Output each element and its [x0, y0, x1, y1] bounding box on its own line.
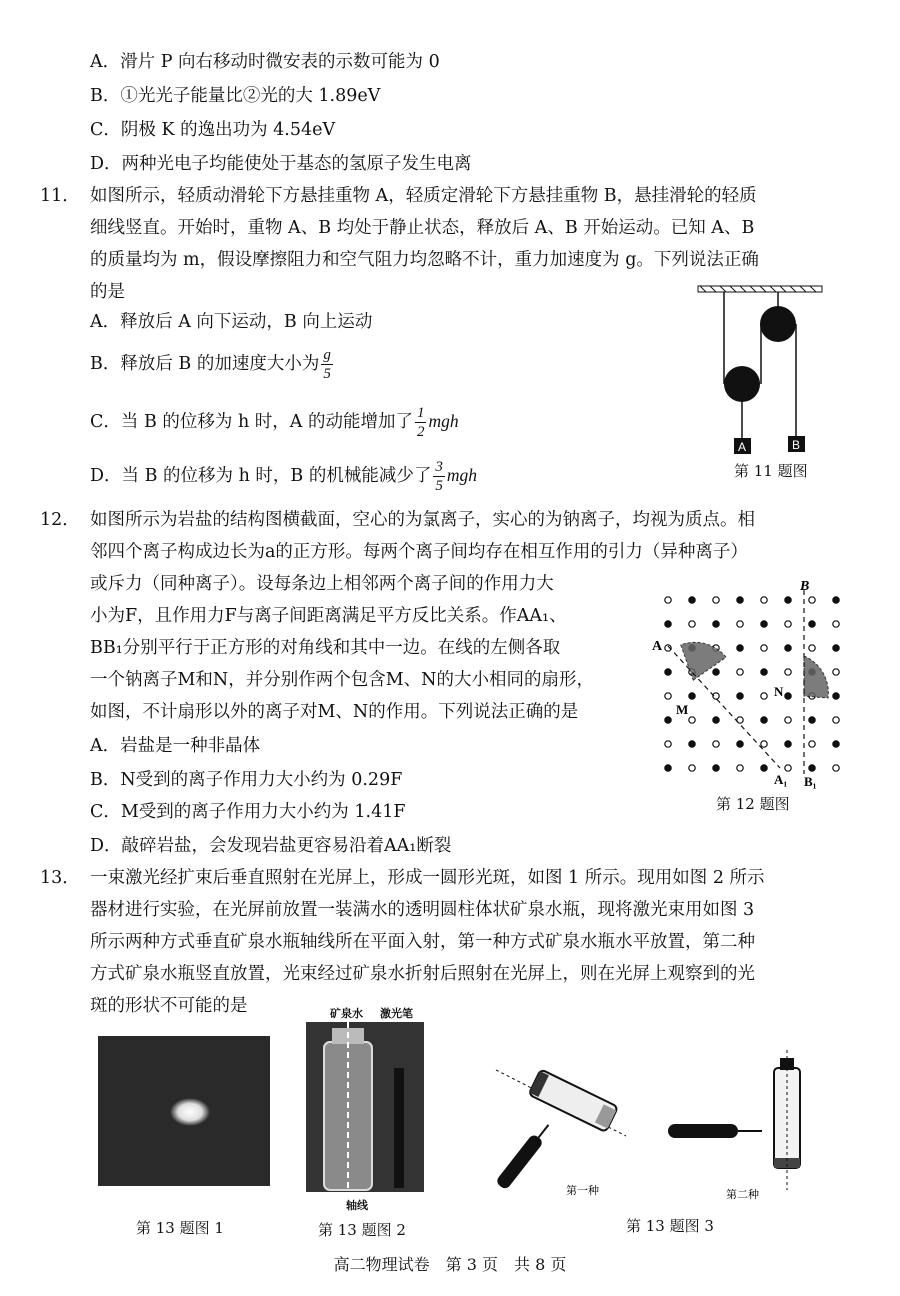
sodium-ion [761, 765, 767, 771]
q11-stem-line1: 如图所示，轻质动滑轮下方悬挂重物 A，轻质定滑轮下方悬挂重物 B，悬挂滑轮的轻质 [90, 186, 757, 206]
q11-stem-line2: 细线竖直。开始时，重物 A、B 均处于静止状态，释放后 A、B 开始运动。已知 A、B [90, 218, 755, 238]
pulley-figure [690, 282, 830, 462]
sodium-ion [665, 765, 671, 771]
chloride-ion [785, 717, 791, 723]
laser-pen-second [668, 1124, 738, 1138]
chloride-ion [833, 669, 839, 675]
fig2-caption: 第 13 题图 2 [318, 1221, 406, 1239]
chloride-ion [737, 621, 743, 627]
q11-option-a: A．释放后 A 向下运动，B 向上运动 [90, 312, 373, 332]
sodium-ion [833, 645, 839, 651]
q13-stem-line1: 一束激光经扩束后垂直照射在光屏上，形成一圆形光斑，如图 1 所示。现用如图 2 所示 [90, 868, 765, 888]
fraction: $\frac{1}{2}$ [416, 405, 425, 440]
label-n: N [774, 684, 784, 699]
q12-stem-line1: 如图所示为岩盐的结构图横截面，空心的为氯离子，实心的为钠离子，均视为质点。相 [90, 510, 755, 530]
chloride-ion [785, 669, 791, 675]
weight-b-label: B [791, 438, 801, 452]
laser-pen-first [495, 1121, 554, 1191]
sodium-ion [809, 717, 815, 723]
chloride-ion [689, 717, 695, 723]
q11-stem-line4: 的是 [90, 282, 125, 302]
q12-figure-caption: 第 12 题图 [716, 795, 790, 813]
sodium-ion [737, 741, 743, 747]
sodium-ion [689, 693, 695, 699]
q12-stem-line5: BB₁分别平行于正方形的对角线和其中一边。在线的左侧各取 [90, 638, 561, 658]
q13-stem-line3: 所示两种方式垂直矿泉水瓶轴线所在平面入射，第一种方式矿泉水瓶水平放置，第二种 [90, 932, 755, 952]
chloride-ion [761, 741, 767, 747]
sodium-ion [665, 669, 671, 675]
sodium-ion [761, 717, 767, 723]
chloride-ion [713, 597, 719, 603]
chloride-ion [761, 645, 767, 651]
chloride-ion [833, 717, 839, 723]
label-b: B [800, 579, 810, 594]
q11-stem-line3: 的质量均为 m，假设摩擦阻力和空气阻力均忽略不计，重力加速度为 g。下列说法正确 [90, 250, 759, 270]
q10-option-a: A．滑片 P 向右移动时微安表的示数可能为 0 [90, 52, 440, 72]
chloride-ion [689, 621, 695, 627]
chloride-ion [809, 645, 815, 651]
two-methods-figure [486, 1050, 806, 1200]
laser-pen [394, 1068, 404, 1188]
sodium-ion [785, 741, 791, 747]
sodium-ion [737, 693, 743, 699]
chloride-ion [785, 621, 791, 627]
chloride-ion [833, 621, 839, 627]
fig1-caption: 第 13 题图 1 [136, 1219, 224, 1237]
sodium-ion [785, 645, 791, 651]
sodium-ion [809, 621, 815, 627]
label-method-1: 第一种 [566, 1184, 599, 1197]
q13-stem-line5: 斑的形状不可能的是 [90, 996, 248, 1016]
fig3-caption: 第 13 题图 3 [626, 1217, 714, 1235]
q11-option-d: D．当 B 的位移为 h 时，B 的机械能减少了 $\frac{3}{5}$ mgh [90, 459, 477, 494]
q10-option-d: D．两种光电子均能使处于基态的氢原子发生电离 [90, 154, 472, 174]
sodium-ion [713, 717, 719, 723]
sodium-ion [833, 597, 839, 603]
chloride-ion [833, 765, 839, 771]
chloride-ion [737, 765, 743, 771]
q11-figure-caption: 第 11 题图 [734, 462, 808, 480]
chloride-ion [665, 693, 671, 699]
weight-a-label: A [737, 440, 747, 454]
q12-stem-line2: 邻四个离子构成边长为a的正方形。每两个离子间均存在相互作用的引力（异种离子） [90, 542, 748, 562]
sodium-ion [833, 741, 839, 747]
q12-stem-line6: 一个钠离子M和N，并分别作两个包含M、N的大小相同的扇形， [90, 670, 594, 690]
chloride-ion [785, 765, 791, 771]
label-a: A [652, 639, 663, 654]
q10-option-c: C．阴极 K 的逸出功为 4.54eV [90, 120, 336, 140]
label-a1: A₁ [774, 772, 788, 787]
q12-stem-line7: 如图，不计扇形以外的离子对M、N的作用。下列说法正确的是 [90, 702, 579, 722]
sodium-ion [809, 765, 815, 771]
label-method-2: 第二种 [726, 1188, 759, 1200]
sodium-ion [833, 693, 839, 699]
sodium-ion [713, 669, 719, 675]
sodium-ion [689, 597, 695, 603]
light-spot-photo [98, 1036, 270, 1186]
sodium-ion [665, 621, 671, 627]
q11-option-c: C．当 B 的位移为 h 时，A 的动能增加了 $\frac{1}{2}$ mgh [90, 405, 459, 440]
chloride-ion [665, 597, 671, 603]
q11-option-b: B．释放后 B 的加速度大小为 $\frac{g}{5}$ [90, 347, 331, 382]
chloride-ion [809, 741, 815, 747]
q13-stem-line2: 器材进行实验，在光屏前放置一装满水的透明圆柱体状矿泉水瓶，现将激光束用如图 3 [90, 900, 755, 920]
q11-number: 11． [40, 186, 80, 206]
chloride-ion [761, 693, 767, 699]
q13-stem-line4: 方式矿泉水瓶竖直放置，光束经过矿泉水折射后照射在光屏上，则在光屏上观察到的光 [90, 964, 755, 984]
label-mineral-water: 矿泉水 [330, 1008, 363, 1020]
sodium-ion [713, 765, 719, 771]
q12-option-a: A．岩盐是一种非晶体 [90, 736, 261, 756]
chloride-ion [689, 765, 695, 771]
chloride-ion [665, 741, 671, 747]
q12-stem-line3: 或斥力（同种离子）。设每条边上相邻两个离子间的作用力大 [90, 574, 554, 594]
q12-option-b: B．N受到的离子作用力大小约为 0.29F [90, 770, 403, 790]
q10-option-b: B．①光光子能量比②光的大 1.89eV [90, 86, 381, 106]
sodium-ion [713, 621, 719, 627]
label-axis: 轴线 [346, 1200, 368, 1212]
light-spot [170, 1098, 210, 1126]
chloride-ion [809, 597, 815, 603]
chloride-ion [761, 597, 767, 603]
sodium-ion [665, 717, 671, 723]
label-laser-pen: 激光笔 [380, 1008, 413, 1020]
bottle-and-laser-photo [306, 1022, 424, 1192]
q12-stem-line4: 小为F，且作用力F与离子间距离满足平方反比关系。作AA₁、 [90, 606, 567, 626]
sodium-ion [737, 645, 743, 651]
label-b1: B₁ [804, 774, 817, 789]
fraction: $\frac{3}{5}$ [435, 459, 443, 494]
bottle-horizontal [529, 1069, 619, 1132]
q13-number: 13． [40, 868, 80, 888]
sodium-ion [689, 741, 695, 747]
chloride-ion [713, 741, 719, 747]
sodium-ion [761, 669, 767, 675]
page-footer: 高二物理试卷 第 3 页 共 8 页 [333, 1255, 567, 1274]
q12-number: 12． [40, 510, 80, 530]
sodium-ion [761, 621, 767, 627]
sodium-ion [737, 597, 743, 603]
fraction: $\frac{g}{5}$ [323, 347, 331, 382]
chloride-ion [737, 669, 743, 675]
sodium-ion [785, 693, 791, 699]
rock-salt-lattice-figure [648, 578, 858, 790]
sodium-ion [785, 597, 791, 603]
q12-option-d: D．敲碎岩盐，会发现岩盐更容易沿着AA₁断裂 [90, 836, 452, 856]
q12-option-c: C．M受到的离子作用力大小约为 1.41F [90, 802, 406, 822]
label-m: M [676, 702, 689, 717]
